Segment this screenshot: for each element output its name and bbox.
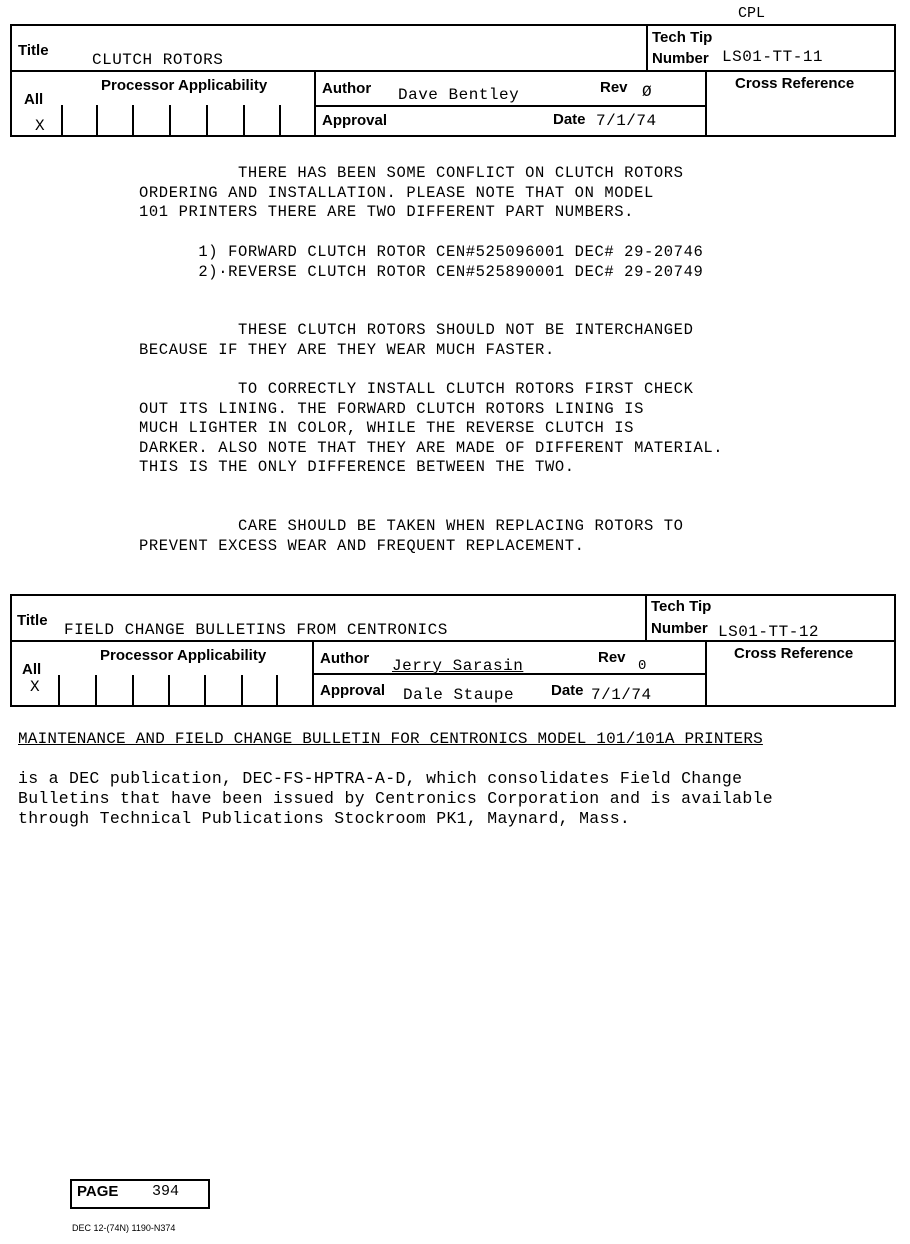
page-label: PAGE: [77, 1183, 119, 1200]
approval-name: Dale Staupe: [403, 686, 515, 704]
tip-number: LS01-TT-11: [722, 48, 824, 66]
page-number: 394: [152, 1183, 180, 1200]
author-name: Dave Bentley: [398, 86, 520, 104]
body-paragraph-2: THESE CLUTCH ROTORS SHOULD NOT BE INTERCHANGED BECAUSE IF THEY ARE THEY WEAR MUCH FASTER.: [139, 321, 694, 359]
rev-label: Rev: [598, 649, 626, 666]
rev-value: 0: [638, 658, 647, 674]
number-label: Number: [652, 50, 709, 67]
bulletin-text: is a DEC publication, DEC-FS-HPTRA-A-D, which consolidates Field Change Bulletins that have been issued by Centronics Corporation and is available through Technical Publications Stockroom PK1, Maynard, Mass.: [18, 769, 773, 828]
cross-reference-label: Cross Reference: [734, 645, 854, 662]
processor-applicability-label: Processor Applicability: [100, 647, 267, 664]
author-label: Author: [322, 80, 372, 97]
body-paragraph-4: CARE SHOULD BE TAKEN WHEN REPLACING ROTORS TO PREVENT EXCESS WEAR AND FREQUENT REPLACEMENT.: [139, 517, 684, 555]
rev-value: Ø: [642, 83, 653, 101]
date-value: 7/1/74: [591, 686, 652, 704]
bulletin-heading: MAINTENANCE AND FIELD CHANGE BULLETIN FOR CENTRONICS MODEL 101/101A PRINTERS: [18, 730, 763, 748]
tech-tip-label: Tech Tip: [652, 29, 713, 46]
tip-number: LS01-TT-12: [718, 623, 820, 641]
number-label: Number: [651, 620, 708, 637]
approval-label: Approval: [320, 682, 386, 699]
processor-applicability-label: Processor Applicability: [101, 77, 268, 94]
date-label: Date: [551, 682, 584, 699]
cross-reference-label: Cross Reference: [735, 75, 855, 92]
all-label: All: [24, 91, 44, 108]
author-name: Jerry Sarasin: [392, 657, 524, 675]
date-label: Date: [553, 111, 586, 128]
form-code: DEC 12-(74N) 1190-N374: [72, 1223, 176, 1233]
date-value: 7/1/74: [596, 112, 657, 130]
author-label: Author: [320, 650, 370, 667]
rev-label: Rev: [600, 79, 628, 96]
tech-tip-label: Tech Tip: [651, 598, 712, 615]
part-number-list: 1) FORWARD CLUTCH ROTOR CEN#525096001 DEC# 29-20746 2)·REVERSE CLUTCH ROTOR CEN#525890001 DEC# 29-20749: [198, 243, 704, 281]
corner-mark: CPL: [738, 5, 766, 22]
all-label: All: [22, 661, 42, 678]
body-paragraph-3: TO CORRECTLY INSTALL CLUTCH ROTORS FIRST CHECK OUT ITS LINING. THE FORWARD CLUTCH ROTORS LINING IS MUCH LIGHTER IN COLOR, WHILE THE REVERSE CLUTCH IS DARKER. ALSO NOTE THAT THEY ARE MADE OF DIFFERENT MATERIAL. THIS IS THE ONLY DIFFERENCE BETWEEN THE TWO.: [139, 380, 724, 476]
title-label: Title: [17, 612, 48, 629]
tip-title: FIELD CHANGE BULLETINS FROM CENTRONICS: [64, 621, 448, 639]
title-label: Title: [18, 42, 49, 59]
all-mark: X: [35, 117, 46, 135]
approval-label: Approval: [322, 112, 388, 129]
tip-title: CLUTCH ROTORS: [92, 51, 224, 69]
body-paragraph-1: THERE HAS BEEN SOME CONFLICT ON CLUTCH ROTORS ORDERING AND INSTALLATION. PLEASE NOTE THAT ON MODEL 101 PRINTERS THERE ARE TWO DIFFERENT PART NUMBERS.: [139, 164, 684, 221]
all-mark: X: [30, 678, 41, 696]
